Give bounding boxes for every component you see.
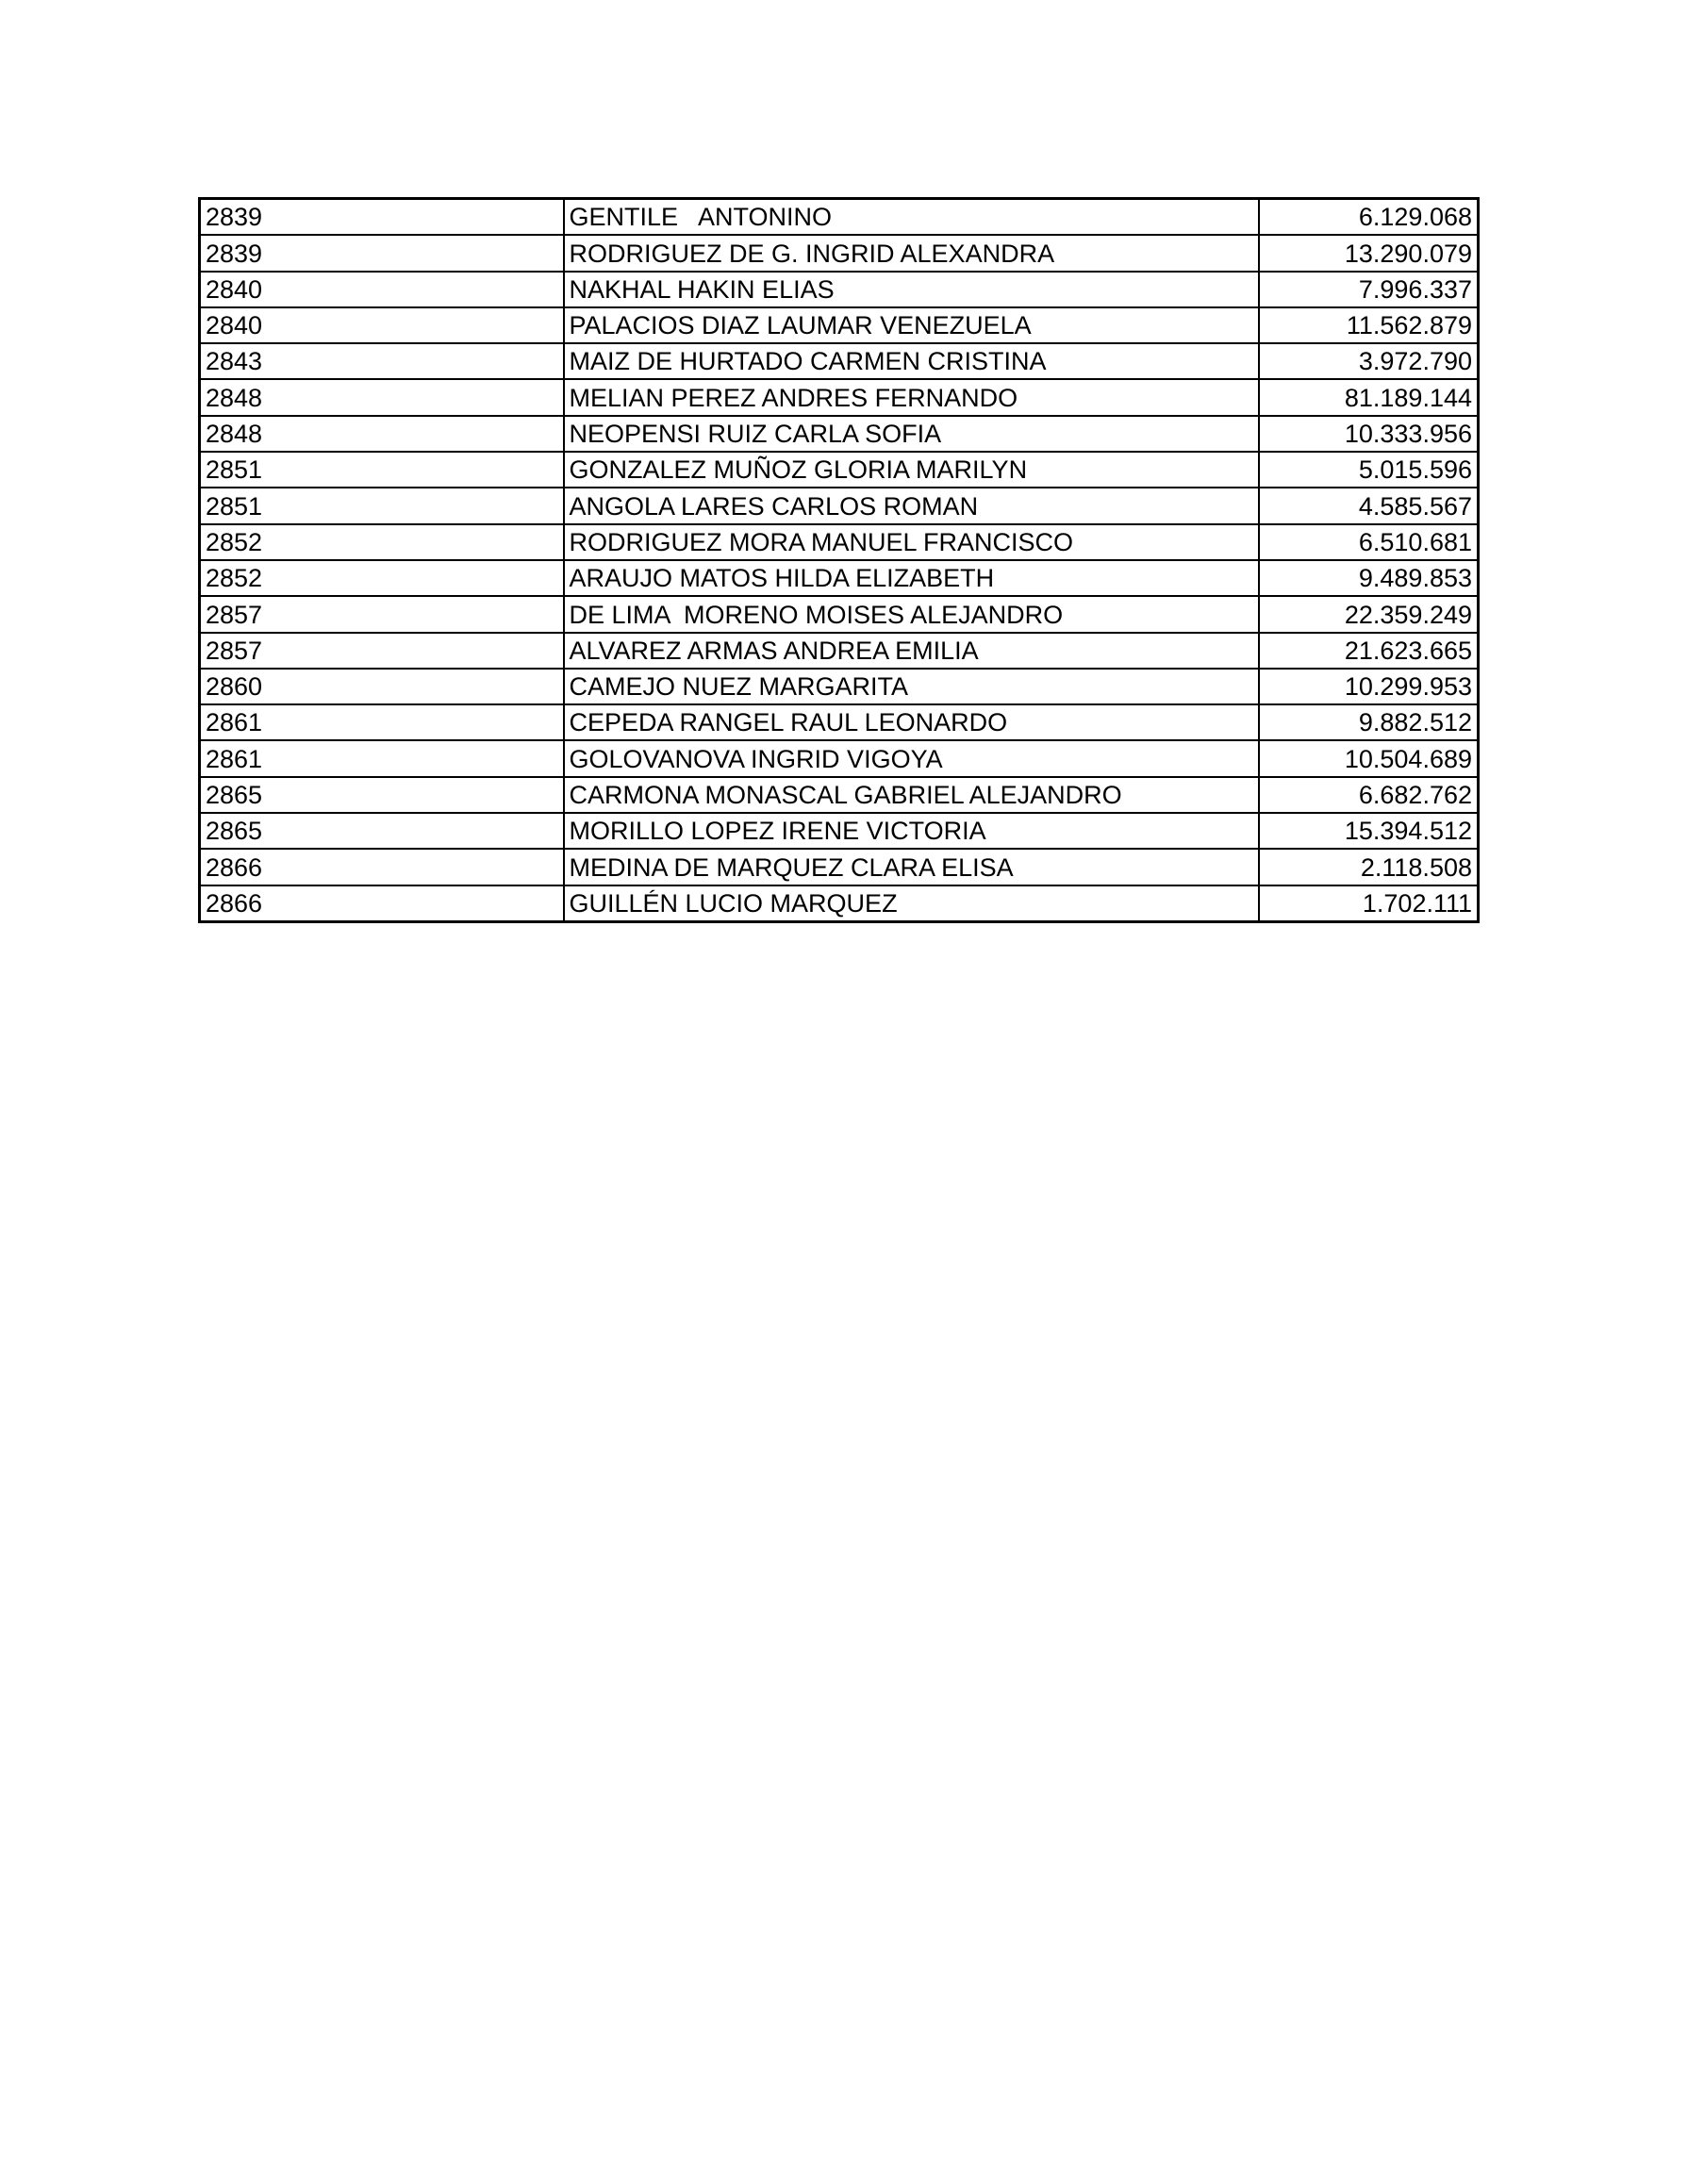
amount-cell: 9.882.512 [1259,704,1479,740]
code-cell: 2852 [200,524,564,560]
name-cell: MEDINA DE MARQUEZ CLARA ELISA [564,849,1259,885]
name-cell: GONZALEZ MUÑOZ GLORIA MARILYN [564,452,1259,488]
code-cell: 2861 [200,740,564,776]
code-cell: 2857 [200,596,564,632]
code-cell: 2840 [200,272,564,307]
table-row [200,343,1479,379]
name-cell: GOLOVANOVA INGRID VIGOYA [564,740,1259,776]
amount-cell: 22.359.249 [1259,596,1479,632]
code-cell: 2865 [200,777,564,813]
table-row [200,633,1479,669]
name-cell: DE LIMA MORENO MOISES ALEJANDRO [564,596,1259,632]
code-cell: 2843 [200,343,564,379]
records-table-body [200,199,1479,922]
table-row [200,307,1479,343]
name-cell: ALVAREZ ARMAS ANDREA EMILIA [564,633,1259,669]
table-row [200,416,1479,452]
name-cell: RODRIGUEZ MORA MANUEL FRANCISCO [564,524,1259,560]
name-cell: GUILLÉN LUCIO MARQUEZ [564,885,1259,922]
table-row [200,885,1479,922]
name-cell: CEPEDA RANGEL RAUL LEONARDO [564,704,1259,740]
amount-cell: 15.394.512 [1259,813,1479,849]
code-cell: 2861 [200,704,564,740]
code-cell: 2848 [200,379,564,415]
table-row [200,813,1479,849]
code-cell: 2840 [200,307,564,343]
name-cell: MAIZ DE HURTADO CARMEN CRISTINA [564,343,1259,379]
amount-cell: 2.118.508 [1259,849,1479,885]
table-row [200,452,1479,488]
table-row [200,199,1479,236]
code-cell: 2866 [200,885,564,922]
table-row [200,235,1479,271]
table-row [200,849,1479,885]
table-row [200,596,1479,632]
code-cell: 2857 [200,633,564,669]
name-cell: PALACIOS DIAZ LAUMAR VENEZUELA [564,307,1259,343]
table-row [200,560,1479,596]
table-row [200,488,1479,523]
code-cell: 2852 [200,560,564,596]
amount-cell: 21.623.665 [1259,633,1479,669]
code-cell: 2848 [200,416,564,452]
table-row [200,379,1479,415]
table-row [200,272,1479,307]
amount-cell: 6.129.068 [1259,199,1479,236]
amount-cell: 81.189.144 [1259,379,1479,415]
amount-cell: 13.290.079 [1259,235,1479,271]
name-cell: CAMEJO NUEZ MARGARITA [564,669,1259,704]
table-row [200,740,1479,776]
code-cell: 2866 [200,849,564,885]
amount-cell: 6.510.681 [1259,524,1479,560]
name-cell: GENTILE ANTONINO [564,199,1259,236]
name-cell: RODRIGUEZ DE G. INGRID ALEXANDRA [564,235,1259,271]
amount-cell: 11.562.879 [1259,307,1479,343]
table-row [200,777,1479,813]
code-cell: 2851 [200,488,564,523]
amount-cell: 3.972.790 [1259,343,1479,379]
name-cell: ANGOLA LARES CARLOS ROMAN [564,488,1259,523]
name-cell: NAKHAL HAKIN ELIAS [564,272,1259,307]
code-cell: 2839 [200,199,564,236]
amount-cell: 10.333.956 [1259,416,1479,452]
records-table [198,197,1480,923]
code-cell: 2865 [200,813,564,849]
table-row [200,524,1479,560]
name-cell: CARMONA MONASCAL GABRIEL ALEJANDRO [564,777,1259,813]
amount-cell: 1.702.111 [1259,885,1479,922]
name-cell: MORILLO LOPEZ IRENE VICTORIA [564,813,1259,849]
amount-cell: 5.015.596 [1259,452,1479,488]
code-cell: 2851 [200,452,564,488]
code-cell: 2860 [200,669,564,704]
table-row [200,704,1479,740]
amount-cell: 6.682.762 [1259,777,1479,813]
amount-cell: 10.504.689 [1259,740,1479,776]
amount-cell: 10.299.953 [1259,669,1479,704]
amount-cell: 9.489.853 [1259,560,1479,596]
code-cell: 2839 [200,235,564,271]
name-cell: NEOPENSI RUIZ CARLA SOFIA [564,416,1259,452]
name-cell: ARAUJO MATOS HILDA ELIZABETH [564,560,1259,596]
amount-cell: 7.996.337 [1259,272,1479,307]
table-row [200,669,1479,704]
amount-cell: 4.585.567 [1259,488,1479,523]
name-cell: MELIAN PEREZ ANDRES FERNANDO [564,379,1259,415]
